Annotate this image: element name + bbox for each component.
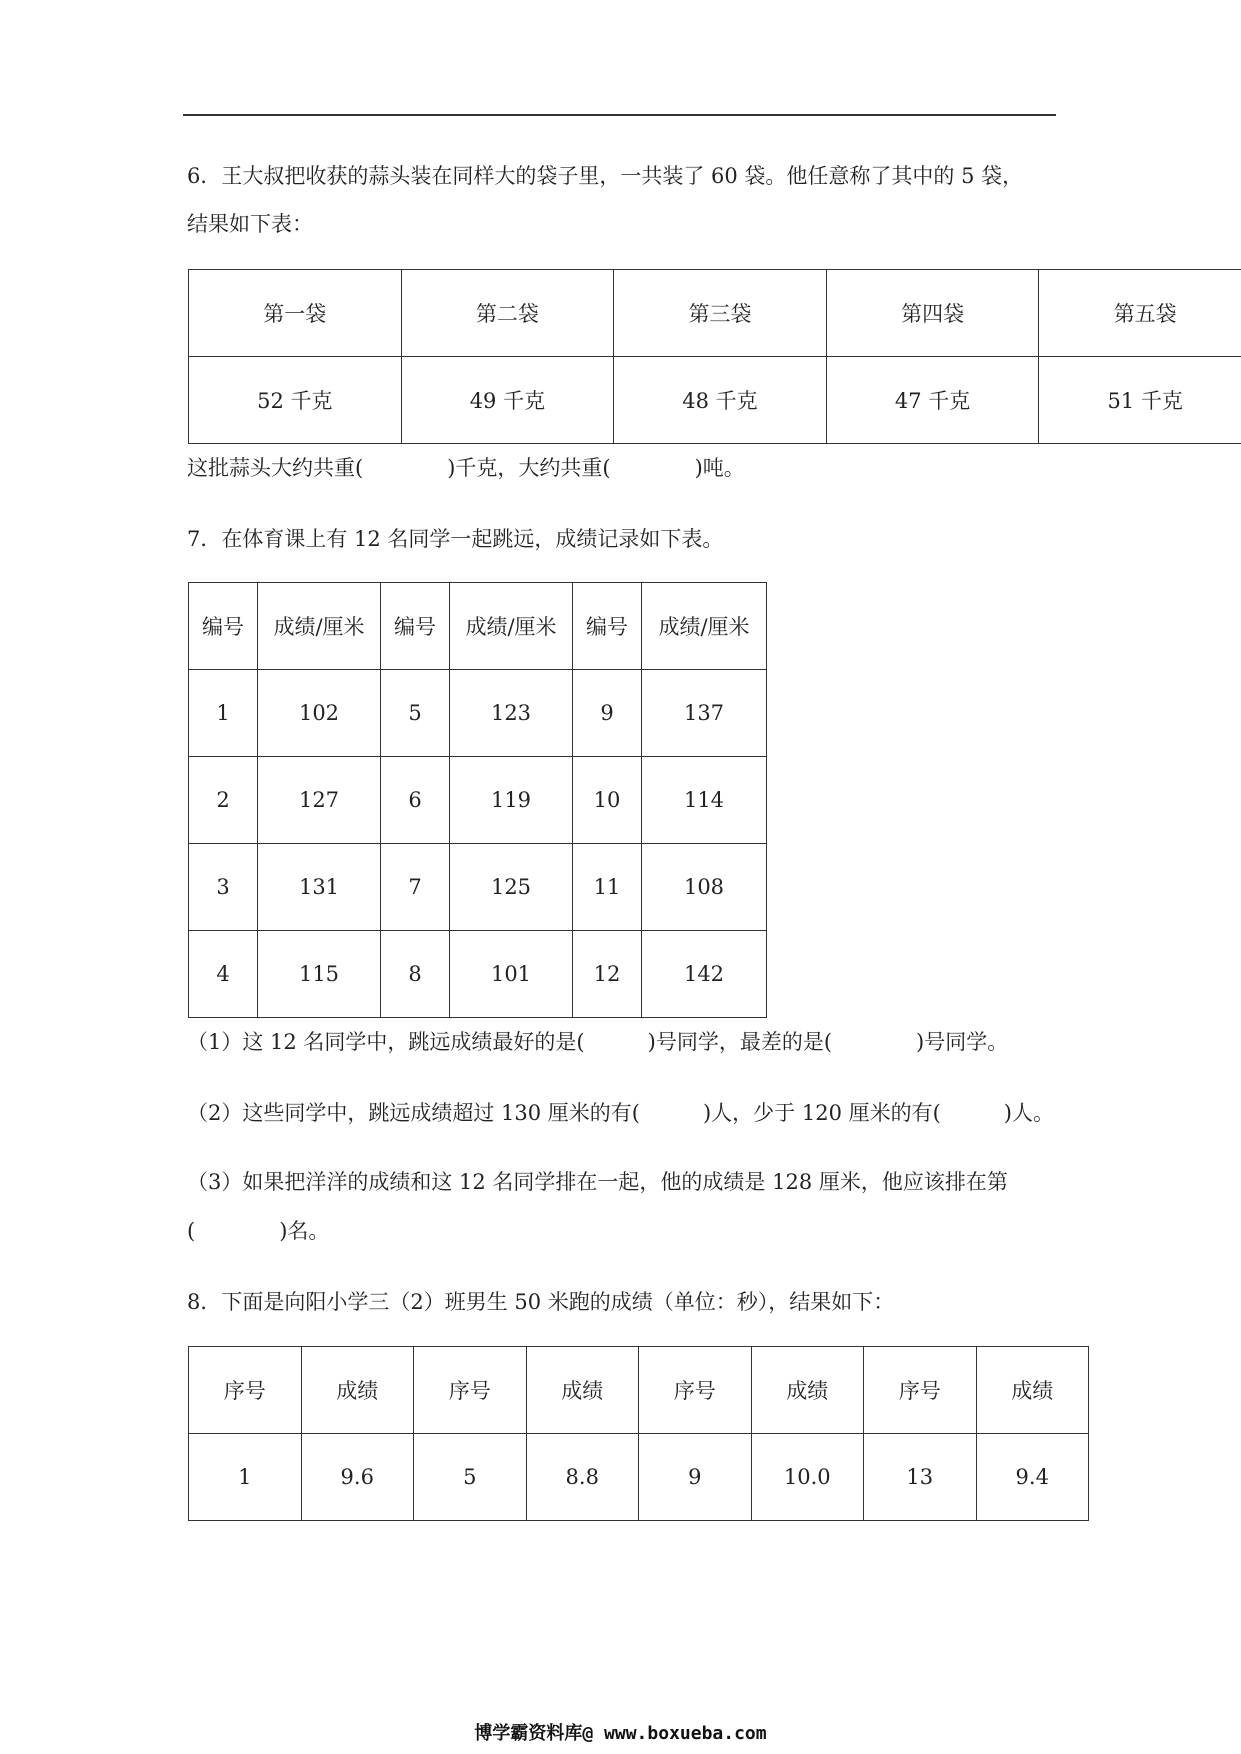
table-cell: 9.6 [301, 1434, 414, 1521]
table-row [189, 757, 767, 844]
table-cell: 127 [258, 757, 381, 844]
table-cell: 114 [642, 757, 767, 844]
table-cell: 49 千克 [401, 357, 614, 444]
table-header-cell: 成绩/厘米 [642, 583, 767, 670]
top-divider [183, 114, 1056, 116]
table-header-cell: 成绩/厘米 [450, 583, 573, 670]
q6-weights-table [188, 269, 1241, 444]
table-cell: 52 千克 [189, 357, 402, 444]
table-cell: 7 [381, 844, 450, 931]
table-cell: 3 [189, 844, 258, 931]
table-header-cell: 序号 [639, 1347, 752, 1434]
q7-sub3-line2: ( )名。 [187, 1219, 330, 1243]
table-header-cell: 序号 [189, 1347, 302, 1434]
table-header-cell: 第一袋 [189, 270, 402, 357]
q6-question: 这批蒜头大约共重( )千克，大约共重( )吨。 [187, 456, 745, 480]
table-cell: 8.8 [526, 1434, 639, 1521]
q6-text-line1: 6．王大叔把收获的蒜头装在同样大的袋子里，一共装了 60 袋。他任意称了其中的 5 袋， [187, 164, 1024, 188]
table-header-cell: 成绩 [526, 1347, 639, 1434]
table-cell: 10 [573, 757, 642, 844]
table-row [189, 270, 1241, 357]
table-header-cell: 成绩/厘米 [258, 583, 381, 670]
table-header-cell: 第二袋 [401, 270, 614, 357]
table-header-cell: 第五袋 [1039, 270, 1241, 357]
table-cell: 11 [573, 844, 642, 931]
table-header-cell: 序号 [414, 1347, 527, 1434]
table-row [189, 670, 767, 757]
table-cell: 10.0 [751, 1434, 864, 1521]
table-cell: 47 千克 [826, 357, 1039, 444]
table-cell: 119 [450, 757, 573, 844]
table-cell: 8 [381, 931, 450, 1018]
table-cell: 9.4 [976, 1434, 1089, 1521]
table-cell: 125 [450, 844, 573, 931]
table-cell: 5 [414, 1434, 527, 1521]
footer-watermark: 博学霸资料库@ www.boxueba.com [474, 1723, 767, 1744]
table-header-cell: 成绩 [301, 1347, 414, 1434]
table-cell: 115 [258, 931, 381, 1018]
table-row [189, 1347, 1089, 1434]
table-row [189, 844, 767, 931]
table-cell: 4 [189, 931, 258, 1018]
table-cell: 51 千克 [1039, 357, 1241, 444]
table-cell: 1 [189, 670, 258, 757]
q7-sub2: （2）这些同学中，跳远成绩超过 130 厘米的有( )人，少于 120 厘米的有( )人。 [187, 1101, 1054, 1125]
table-cell: 137 [642, 670, 767, 757]
table-cell: 9 [573, 670, 642, 757]
table-header-cell: 第四袋 [826, 270, 1039, 357]
table-cell: 142 [642, 931, 767, 1018]
q8-text-line1: 8．下面是向阳小学三（2）班男生 50 米跑的成绩（单位：秒），结果如下： [187, 1290, 895, 1314]
table-cell: 12 [573, 931, 642, 1018]
q6-text-line2: 结果如下表： [187, 212, 313, 236]
table-cell: 102 [258, 670, 381, 757]
table-cell: 108 [642, 844, 767, 931]
q7-sub1: （1）这 12 名同学中，跳远成绩最好的是( )号同学，最差的是( )号同学。 [187, 1030, 1009, 1054]
table-header-cell: 编号 [381, 583, 450, 670]
table-row [189, 357, 1241, 444]
table-row [189, 931, 767, 1018]
table-row [189, 583, 767, 670]
table-row [189, 1434, 1089, 1521]
q8-sprint-table [188, 1346, 1089, 1521]
table-cell: 123 [450, 670, 573, 757]
table-cell: 13 [864, 1434, 977, 1521]
table-header-cell: 编号 [573, 583, 642, 670]
table-cell: 48 千克 [614, 357, 827, 444]
table-cell: 131 [258, 844, 381, 931]
table-header-cell: 成绩 [751, 1347, 864, 1434]
q7-sub3-line1: （3）如果把洋洋的成绩和这 12 名同学排在一起，他的成绩是 128 厘米，他应该排在第 [187, 1170, 1008, 1194]
table-cell: 6 [381, 757, 450, 844]
table-header-cell: 成绩 [976, 1347, 1089, 1434]
table-cell: 101 [450, 931, 573, 1018]
table-header-cell: 第三袋 [614, 270, 827, 357]
table-cell: 9 [639, 1434, 752, 1521]
table-cell: 5 [381, 670, 450, 757]
q7-text-line1: 7．在体育课上有 12 名同学一起跳远，成绩记录如下表。 [187, 527, 724, 551]
table-header-cell: 序号 [864, 1347, 977, 1434]
table-cell: 1 [189, 1434, 302, 1521]
table-header-cell: 编号 [189, 583, 258, 670]
table-cell: 2 [189, 757, 258, 844]
q7-long-jump-table [188, 582, 767, 1018]
